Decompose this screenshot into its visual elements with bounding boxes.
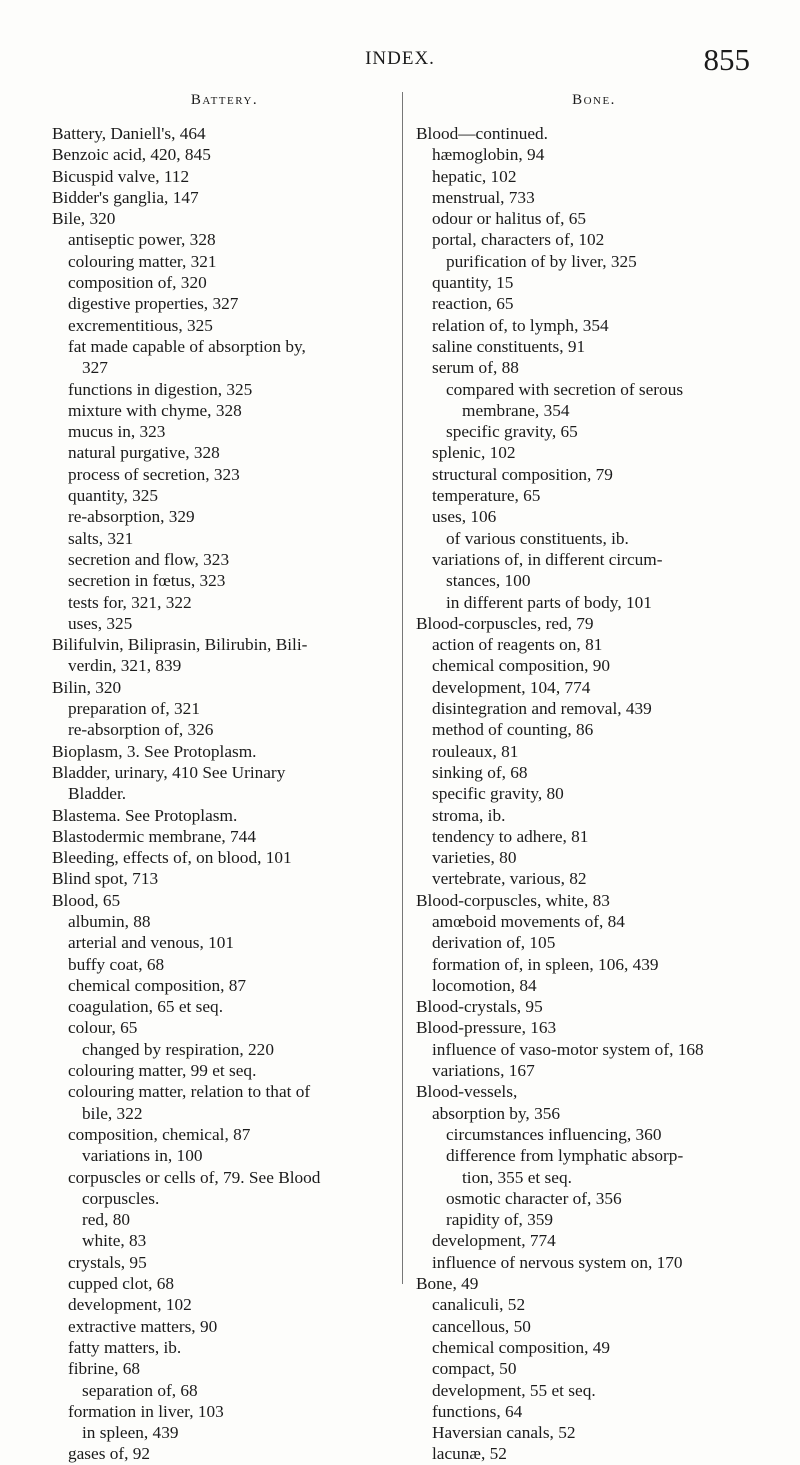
index-entry: Blood-vessels, [416, 1082, 518, 1102]
page-title: INDEX. [365, 48, 435, 69]
index-entry: specific gravity, 65 [446, 422, 578, 442]
index-entry: uses, 325 [68, 613, 133, 633]
index-entry: temperature, 65 [432, 486, 541, 506]
index-entry: cupped clot, 68 [68, 1274, 175, 1294]
index-entry: cancellous, 50 [432, 1316, 531, 1336]
index-entry: preparation of, 321 [68, 699, 200, 719]
index-entry: Blind spot, 713 [52, 869, 159, 889]
index-entry: structural composition, 79 [432, 464, 613, 484]
index-entry: Bicuspid valve, 112 [52, 166, 190, 186]
index-entry: mixture with chyme, 328 [68, 400, 242, 420]
index-entry: serum of, 88 [432, 358, 519, 378]
page-header [0, 38, 800, 82]
index-entry: derivation of, 105 [432, 933, 556, 953]
index-entry: stances, 100 [446, 571, 531, 591]
index-entry: action of reagents on, 81 [432, 635, 603, 655]
index-entry: Bladder. [68, 784, 127, 804]
index-entry: Bioplasm, 3. See Protoplasm. [52, 741, 257, 761]
index-entry: amœboid movements of, 84 [432, 911, 625, 931]
index-entry: canaliculi, 52 [432, 1295, 526, 1315]
right-column-heading: Bone. [572, 92, 616, 108]
index-entry: white, 83 [82, 1231, 147, 1251]
index-entry: natural purgative, 328 [68, 443, 220, 463]
index-entry: in spleen, 439 [82, 1423, 179, 1443]
index-entry: colouring matter, relation to that of [68, 1082, 311, 1102]
index-entry: mucus in, 323 [68, 422, 166, 442]
index-entry: secretion in fœtus, 323 [68, 571, 226, 591]
index-entry: chemical composition, 49 [432, 1337, 611, 1357]
index-entry: disintegration and removal, 439 [432, 699, 652, 719]
index-entry: chemical composition, 87 [68, 975, 247, 995]
index-entry: Blood—continued. [416, 124, 548, 143]
index-entry: influence of vaso-motor system of, 168 [432, 1039, 704, 1059]
index-entry: purification of by liver, 325 [446, 251, 637, 271]
index-entry: composition, chemical, 87 [68, 1124, 251, 1144]
right-index-list [416, 123, 772, 1465]
index-entry: gases of, 92 [68, 1444, 151, 1464]
index-entry: Bone, 49 [416, 1274, 479, 1294]
index-entry: separation of, 68 [82, 1380, 198, 1400]
index-entry: locomotion, 84 [432, 975, 537, 995]
index-entry: Bidder's ganglia, 147 [52, 187, 199, 207]
index-entry: functions in digestion, 325 [68, 379, 253, 399]
index-entry: development, 774 [432, 1231, 556, 1251]
index-entry: verdin, 321, 839 [68, 656, 182, 676]
index-entry: arterial and venous, 101 [68, 933, 235, 953]
index-entry: Bile, 320 [52, 209, 116, 229]
index-entry: Benzoic acid, 420, 845 [52, 145, 211, 165]
index-entry: secretion and flow, 323 [68, 549, 230, 569]
index-entry: variations of, in different circum- [432, 549, 663, 569]
left-index-list [52, 123, 397, 1465]
index-entry: relation of, to lymph, 354 [432, 315, 609, 335]
index-entry: circumstances influencing, 360 [446, 1124, 662, 1144]
index-entry: colouring matter, 99 et seq. [68, 1061, 257, 1081]
index-entry: fibrine, 68 [68, 1359, 140, 1379]
index-entry: 327 [82, 358, 108, 378]
index-entry: process of secretion, 323 [68, 464, 240, 484]
column-divider [402, 92, 403, 1284]
index-entry: bile, 322 [82, 1103, 143, 1123]
index-entry: functions, 64 [432, 1401, 523, 1421]
index-entry: sinking of, 68 [432, 762, 528, 782]
index-entry: Blood-corpuscles, red, 79 [416, 613, 594, 633]
index-entry: albumin, 88 [68, 911, 151, 931]
index-entry: development, 55 et seq. [432, 1380, 596, 1400]
index-entry: Haversian canals, 52 [432, 1423, 576, 1443]
index-entry: fatty matters, ib. [68, 1337, 182, 1357]
index-entry: extractive matters, 90 [68, 1316, 218, 1336]
index-entry: menstrual, 733 [432, 187, 535, 207]
index-entry: re-absorption of, 326 [68, 720, 214, 740]
index-entry: of various constituents, ib. [446, 528, 629, 548]
index-entry: Bladder, urinary, 410 See Urinary [52, 762, 286, 782]
index-entry: stroma, ib. [432, 805, 506, 825]
index-entry: quantity, 325 [68, 486, 159, 506]
page-number: 855 [703, 42, 750, 77]
index-entry: uses, 106 [432, 507, 497, 527]
index-entry: variations, 167 [432, 1061, 535, 1081]
index-entry: absorption by, 356 [432, 1103, 560, 1123]
index-entry: Blood-corpuscles, white, 83 [416, 890, 610, 910]
index-entry: buffy coat, 68 [68, 954, 165, 974]
index-entry: quantity, 15 [432, 273, 514, 293]
index-entry: lacunæ, 52 [432, 1444, 507, 1464]
index-entry: rouleaux, 81 [432, 741, 519, 761]
index-entry: odour or halitus of, 65 [432, 209, 587, 229]
index-entry: Bilifulvin, Biliprasin, Bilirubin, Bili- [52, 635, 308, 655]
index-entry: osmotic character of, 356 [446, 1188, 622, 1208]
index-entry: method of counting, 86 [432, 720, 594, 740]
index-entry: in different parts of body, 101 [446, 592, 652, 612]
index-entry: crystals, 95 [68, 1252, 147, 1272]
index-entry: corpuscles or cells of, 79. See Blood [68, 1167, 321, 1187]
index-entry: excrementitious, 325 [68, 315, 213, 335]
index-entry: development, 102 [68, 1295, 192, 1315]
index-entry: chemical composition, 90 [432, 656, 611, 676]
index-entry: Blastema. See Protoplasm. [52, 805, 238, 825]
index-entry: difference from lymphatic absorp- [446, 1146, 684, 1166]
index-entry: varieties, 80 [432, 848, 517, 868]
index-entry: development, 104, 774 [432, 677, 591, 697]
index-entry: rapidity of, 359 [446, 1210, 554, 1230]
index-entry: Bilin, 320 [52, 677, 122, 697]
index-entry: red, 80 [82, 1210, 130, 1230]
index-entry: formation in liver, 103 [68, 1401, 224, 1421]
left-column [52, 89, 397, 1465]
index-entry: vertebrate, various, 82 [432, 869, 587, 889]
index-entry: reaction, 65 [432, 294, 514, 314]
index-entry: corpuscles. [82, 1188, 160, 1208]
left-column-heading: Battery. [190, 92, 259, 108]
index-entry: portal, characters of, 102 [432, 230, 605, 250]
index-entry: salts, 321 [68, 528, 134, 548]
index-entry: splenic, 102 [432, 443, 516, 463]
index-entry: compact, 50 [432, 1359, 517, 1379]
index-entry: Bleeding, effects of, on blood, 101 [52, 848, 292, 868]
index-entry: specific gravity, 80 [432, 784, 564, 804]
index-entry: changed by respiration, 220 [82, 1039, 274, 1059]
index-entry: influence of nervous system on, 170 [432, 1252, 683, 1272]
index-entry: Blastodermic membrane, 744 [52, 826, 256, 846]
right-column [416, 89, 772, 1465]
index-entry: membrane, 354 [462, 400, 570, 420]
index-entry: Blood, 65 [52, 890, 121, 910]
index-entry: hepatic, 102 [432, 166, 517, 186]
index-entry: Blood-crystals, 95 [416, 997, 543, 1017]
index-entry: formation of, in spleen, 106, 439 [432, 954, 659, 974]
index-entry: re-absorption, 329 [68, 507, 195, 527]
index-entry: Blood-pressure, 163 [416, 1018, 557, 1038]
index-entry: Battery, Daniell's, 464 [52, 124, 206, 143]
index-entry: saline constituents, 91 [432, 336, 586, 356]
index-entry: tion, 355 et seq. [462, 1167, 572, 1187]
index-entry: colour, 65 [68, 1018, 138, 1038]
index-entry: tests for, 321, 322 [68, 592, 192, 612]
index-entry: coagulation, 65 et seq. [68, 997, 224, 1017]
index-entry: fat made capable of absorption by, [68, 336, 306, 356]
index-entry: antiseptic power, 328 [68, 230, 216, 250]
index-entry: digestive properties, 327 [68, 294, 239, 314]
index-entry: hæmoglobin, 94 [432, 145, 545, 165]
index-entry: tendency to adhere, 81 [432, 826, 589, 846]
index-entry: colouring matter, 321 [68, 251, 217, 271]
index-entry: variations in, 100 [82, 1146, 203, 1166]
index-entry: compared with secretion of serous [446, 379, 684, 399]
index-entry: composition of, 320 [68, 273, 207, 293]
